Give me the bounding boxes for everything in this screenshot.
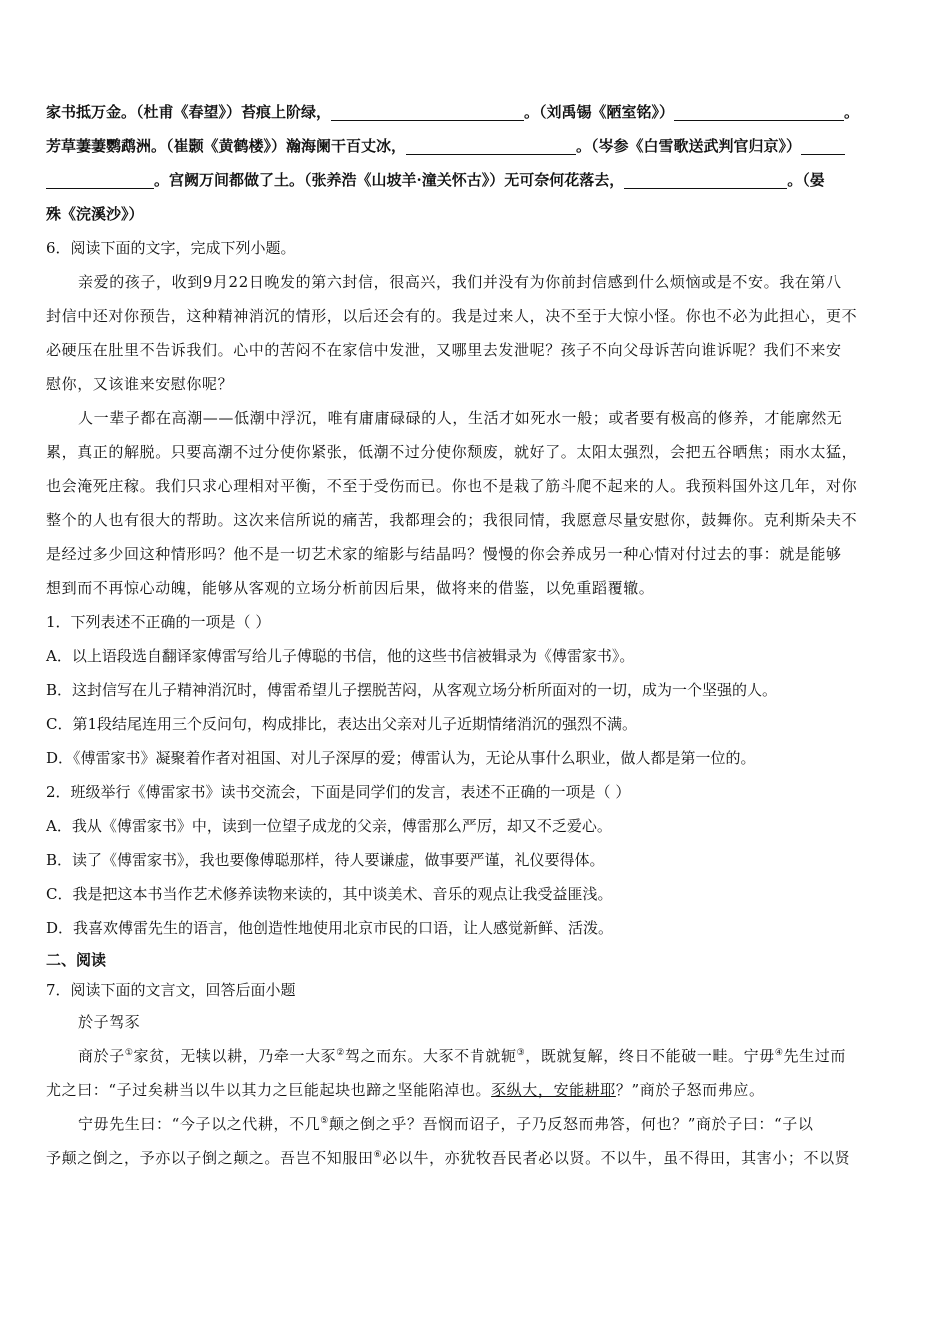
passage-line: 累，真正的解脱。只要高潮不过分使你紧张，低潮不过分使你颓废，就好了。太阳太强烈，会把五谷晒焦；雨水太猛， <box>46 443 858 461</box>
fill-line-2 <box>46 129 906 163</box>
answer-blank[interactable] <box>674 102 844 121</box>
answer-blank[interactable] <box>331 102 524 121</box>
text-span: 商於子 <box>78 1047 125 1065</box>
text-span: 尤之曰：“子过矣耕当以牛以其力之巨能起块也蹄之坚能陷淖也。 <box>46 1081 492 1099</box>
option-a[interactable]: A．我从《傅雷家书》中，读到一位望子成龙的父亲，傅雷那么严厉，却又不乏爱心。 <box>46 817 612 835</box>
sub-question-2-stem: 2．班级举行《傅雷家书》读书交流会，下面是同学们的发言，表述不正确的一项是（ ） <box>46 783 631 801</box>
classical-text-title: 於子驾豕 <box>78 1013 141 1031</box>
text-span: 予颠之倒之，予亦以子倒之颠之。吾岂不知服田 <box>46 1149 374 1167</box>
passage-line: 封信中还对你预告，这种精神消沉的情形，以后还会有的。我是过来人，决不至于大惊小怪。你也不必为此担心，更不 <box>46 307 858 325</box>
footnote-marker: ④ <box>774 1048 784 1058</box>
option-d[interactable]: D．我喜欢傅雷先生的语言，他创造性地使用北京市民的口语，让人感觉新鲜、活泼。 <box>46 919 614 937</box>
text-span: ？”商於子怒而弗应。 <box>615 1081 765 1099</box>
question-6-stem: 6．阅读下面的文字，完成下列小题。 <box>46 239 296 257</box>
classical-text-line <box>46 1107 906 1141</box>
classical-text-line <box>46 1073 906 1107</box>
option-d[interactable]: D．《傅雷家书》凝聚着作者对祖国、对儿子深厚的爱；傅雷认为，无论从事什么职业，做人都是第一位的。 <box>46 749 756 767</box>
footnote-marker: ① <box>124 1048 134 1058</box>
question-7-stem: 7．阅读下面的文言文，回答后面小题 <box>46 981 296 999</box>
text-span: 驾之而东。大豕不肯就轭 <box>344 1047 517 1065</box>
passage-line: 也会淹死庄稼。我们只求心理相对平衡，不至于受伤而已。你也不是栽了筋斗爬不起来的人。我预料国外这几年，对你 <box>46 477 858 495</box>
fill-line-1: 家书抵万金。（杜甫《春望》）苔痕上阶绿， 。（刘禹锡《陋室铭》） 。 <box>46 103 860 121</box>
option-c[interactable]: C．第1段结尾连用三个反问句，构成排比，表达出父亲对儿子近期情绪消沉的强烈不满。 <box>46 715 638 733</box>
text-span: 必以牛，亦犹牧吾民者必以贤。不以牛，虽不得田，其害小；不以贤 <box>382 1149 851 1167</box>
answer-blank[interactable] <box>801 136 845 155</box>
option-a[interactable]: A．以上语段选自翻译家傅雷写给儿子傅聪的书信，他的这些书信被辑录为《傅雷家书》。 <box>46 647 635 665</box>
passage-line: 慰你，又该谁来安慰你呢？ <box>46 375 234 393</box>
text-span: 家贫，无犊以耕，乃牵一大豕 <box>133 1047 337 1065</box>
underlined-sentence: 豕纵大，安能耕耶 <box>491 1081 616 1099</box>
passage-line: 想到而不再惊心动魄，能够从客观的立场分析前因后果，做将来的借鉴，以免重蹈覆辙。 <box>46 579 655 597</box>
text-span: 宁毋先生曰：“今子以之代耕，不几 <box>78 1115 321 1133</box>
passage-line: 人一辈子都在高潮——低潮中浮沉，唯有庸庸碌碌的人，生活才如死水一般；或者要有极高的修养，才能廓然无 <box>78 409 843 427</box>
footnote-marker: ③ <box>516 1048 526 1058</box>
option-c[interactable]: C．我是把这本书当作艺术修养读物来读的，其中谈美术、音乐的观点让我受益匪浅。 <box>46 885 613 903</box>
fill-text: 家书抵万金。（杜甫《春望》）苔痕上阶绿， <box>46 103 332 121</box>
section-heading: 二、阅读 <box>46 951 107 969</box>
fill-line-3 <box>46 163 906 197</box>
passage-line: 亲爱的孩子，收到9月22日晚发的第六封信，很高兴，我们并没有为你前封信感到什么烦恼或是不安。我在第八 <box>78 273 842 291</box>
text-span: 先生过而 <box>783 1047 846 1065</box>
fill-text: 。（晏 <box>787 171 825 189</box>
classical-text-line <box>46 1141 906 1175</box>
option-b[interactable]: B．读了《傅雷家书》，我也要像傅聪那样，待人要谦虚，做事要严谨，礼仪要得体。 <box>46 851 605 869</box>
answer-blank[interactable] <box>624 170 787 189</box>
sub-question-1-stem: 1．下列表述不正确的一项是（ ） <box>46 613 271 631</box>
fill-text: 。（刘禹锡《陋室铭》） <box>524 103 675 121</box>
footnote-marker: ⑥ <box>373 1150 383 1160</box>
fill-line-4: 殊《浣溪沙》） <box>46 205 144 223</box>
passage-line: 必硬压在肚里不告诉我们。心中的苦闷不在家信中发泄，又哪里去发泄呢？孩子不向父母诉苦向谁诉呢？我们不来安 <box>46 341 842 359</box>
footnote-marker: ② <box>336 1048 345 1058</box>
text-span: ，既就复解，终日不能破一畦。宁毋 <box>525 1047 775 1065</box>
footnote-marker: ⑤ <box>320 1116 329 1126</box>
text-span: 颠之倒之乎？吾悯而诏子，子乃反怒而弗答，何也？”商於子曰：“子以 <box>328 1115 814 1133</box>
fill-text: 。宫阙万间都做了土。（张养浩《山坡羊·潼关怀古》）无可奈何花落去， <box>154 171 625 189</box>
document-page <box>46 95 906 1175</box>
answer-blank[interactable] <box>406 136 576 155</box>
classical-text-line <box>46 1039 906 1073</box>
answer-blank[interactable] <box>46 170 154 189</box>
fill-text: 。（岑参《白雪歌送武判官归京》） <box>576 137 802 155</box>
passage-line: 是经过多少回这种情形吗？他不是一切艺术家的缩影与结晶吗？慢慢的你会养成另一种心情对付过去的事：就是能够 <box>46 545 842 563</box>
option-b[interactable]: B．这封信写在儿子精神消沉时，傅雷希望儿子摆脱苦闷，从客观立场分析所面对的一切，成为一个坚强的人。 <box>46 681 778 699</box>
passage-line: 整个的人也有很大的帮助。这次来信所说的痛苦，我都理会的；我很同情，我愿意尽量安慰你，鼓舞你。克利斯朵夫不 <box>46 511 858 529</box>
fill-text: 芳草萋萋鹦鹉洲。（崔颢《黄鹤楼》）瀚海阑干百丈冰， <box>46 137 407 155</box>
